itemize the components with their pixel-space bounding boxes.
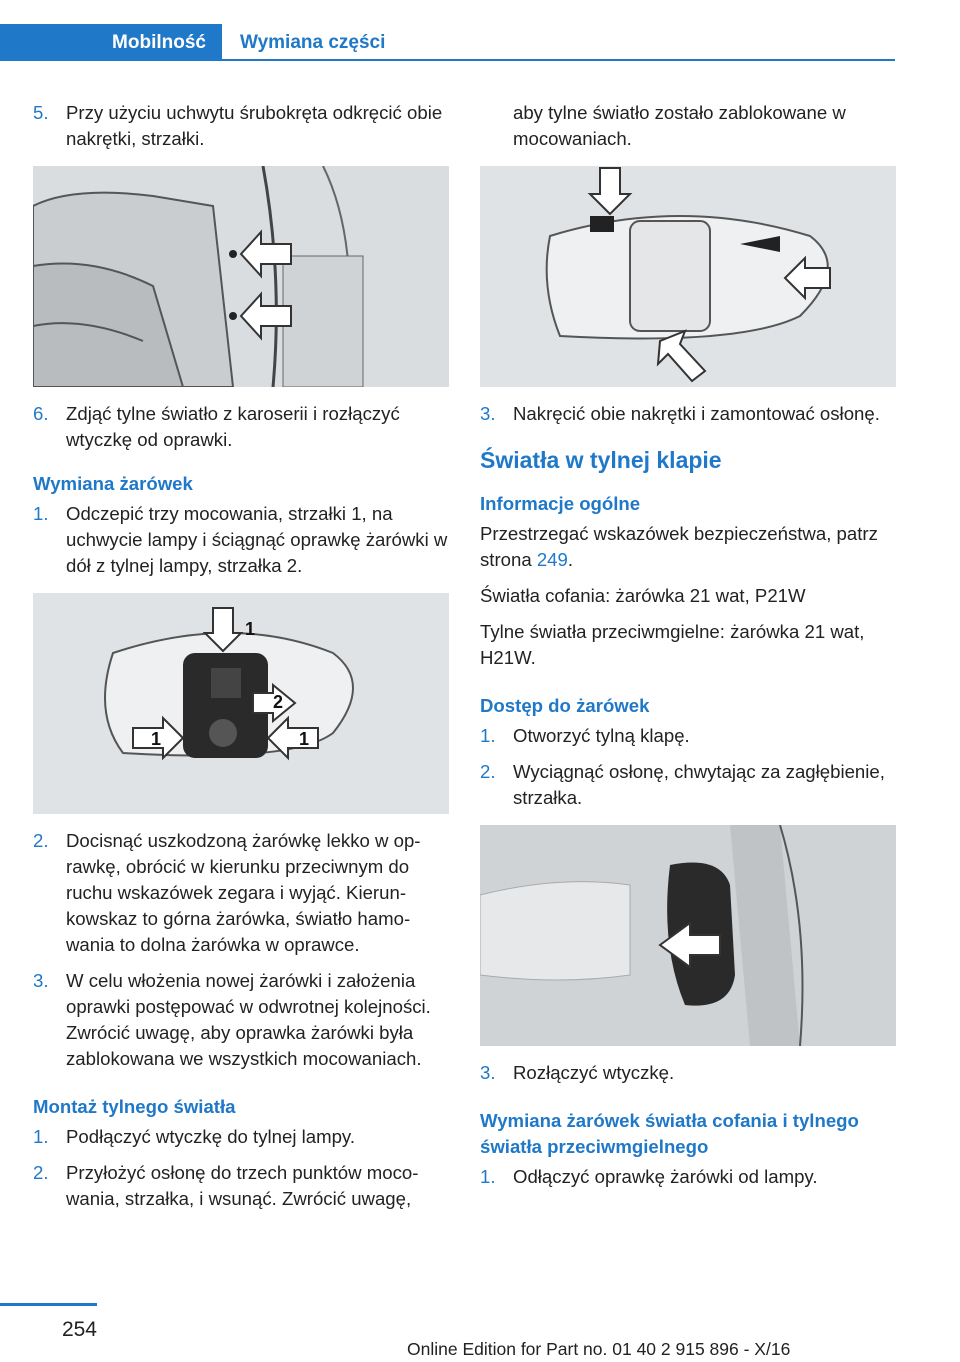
step-text: Otworzyć tylną klapę. xyxy=(513,725,690,746)
step-text: W celu włożenia nowej żarówki i założenia oprawki postępować w odwrotnej kolejności. Zwrócić uwagę, aby oprawka żarówki była zablokowana we wszystkich mocowaniach. xyxy=(66,970,431,1069)
step-number: 6. xyxy=(33,403,49,424)
page-link-249[interactable]: 249 xyxy=(536,549,568,570)
footer-edition: Online Edition for Part no. 01 40 2 915 896 - X/16 xyxy=(407,1339,791,1359)
tailgate-cover-illustration xyxy=(480,825,896,1046)
right-column xyxy=(480,100,896,1200)
mount-step-1 xyxy=(33,1124,449,1150)
tab-mobilnosc[interactable]: Mobilność xyxy=(0,24,222,61)
step-number: 1. xyxy=(33,503,49,524)
arrow-label-1-left: 1 xyxy=(151,729,162,749)
bulb-step-2 xyxy=(33,828,449,958)
step-number: 3. xyxy=(480,1062,496,1083)
subheading-general-info: Informacje ogólne xyxy=(480,493,641,514)
step-text: Przyłożyć osłonę do trzech punktów mocowania, strzałka, i wsunąć. Zwrócić uwagę, xyxy=(66,1162,419,1209)
step-5 xyxy=(33,100,449,152)
step-text: aby tylne światło zostało zablokowane w mocowaniach. xyxy=(513,102,846,149)
bulb-step-1 xyxy=(33,501,449,579)
step-number: 1. xyxy=(33,1126,49,1147)
access-step-2 xyxy=(480,759,896,811)
subheading-bulb-replacement: Wymiana żarówek xyxy=(33,473,193,494)
step-text: Odłączyć oprawkę żarówki od lampy. xyxy=(513,1166,818,1187)
step-number: 2. xyxy=(480,761,496,782)
step-number: 1. xyxy=(480,725,496,746)
header xyxy=(0,0,895,60)
mount-step-2 xyxy=(33,1160,449,1212)
step-text: Docisnąć uszkodzoną żarówkę lekko w oprawkę, obrócić w kierunku przeciwnym do ruchu wskazówek zegara i wyjąć. Kierunkowskaz to górna żarówka, światło hamowania to dolna żarówka w oprawce. xyxy=(66,830,421,955)
step-number: 1. xyxy=(480,1166,496,1187)
bulb-step-3 xyxy=(33,968,449,1072)
tab-wymiana-czesci[interactable]: Wymiana części xyxy=(240,31,386,53)
step-text: Nakręcić obie nakrętki i zamontować osłonę. xyxy=(513,403,880,424)
subheading-reverse-fog-bulbs: Wymiana żarówek światła cofania i tylnego światła przeciwmgielnego xyxy=(480,1110,859,1157)
access-step-3 xyxy=(480,1060,896,1086)
figure-tail-light-nuts xyxy=(33,166,449,387)
step-number: 2. xyxy=(33,1162,49,1183)
light-mountings-illustration xyxy=(480,166,896,387)
tail-light-nuts-illustration xyxy=(33,166,449,387)
step-6 xyxy=(33,401,449,453)
step-text: Rozłączyć wtyczkę. xyxy=(513,1062,675,1083)
step-number: 3. xyxy=(33,970,49,991)
page-number: 254 xyxy=(61,1318,97,1341)
general-info-text: Przestrzegać wskazówek bezpieczeństwa, patrz strona 249. xyxy=(480,523,878,570)
replace-step-1 xyxy=(480,1164,896,1190)
subheading-bulb-access: Dostęp do żarówek xyxy=(480,695,650,716)
continued-text xyxy=(480,100,896,152)
bulb-holder-illustration xyxy=(33,593,449,814)
fog-light-spec: Tylne światła przeciwmgielne: żarówka 21 wat, H21W. xyxy=(480,621,865,668)
header-rule xyxy=(222,59,895,61)
step-text: Przy użyciu uchwytu śrubokręta odkręcić obie nakrętki, strzałki. xyxy=(66,102,443,149)
figure-tailgate-cover xyxy=(480,825,896,1046)
arrow-label-2: 2 xyxy=(273,692,284,712)
page-number-rule xyxy=(0,1303,97,1306)
access-step-1 xyxy=(480,723,896,749)
figure-light-mountings xyxy=(480,166,896,387)
step-number: 5. xyxy=(33,102,49,123)
step-number: 3. xyxy=(480,403,496,424)
step-text: Wyciągnąć osłonę, chwytając za zagłębienie, strzałka. xyxy=(513,761,885,808)
left-column xyxy=(33,100,449,1222)
right-step-3 xyxy=(480,401,896,427)
section-heading: Światła w tylnej klapie xyxy=(480,447,722,473)
reverse-light-spec: Światła cofania: żarówka 21 wat, P21W xyxy=(480,585,806,606)
step-text: Odczepić trzy mocowania, strzałki 1, na uchwycie lampy i ściągnąć oprawkę żarówki w dół z tylnej lampy, strzałka 2. xyxy=(66,503,448,576)
step-text: Zdjąć tylne światło z karoserii i rozłączyć wtyczkę od oprawki. xyxy=(66,403,400,450)
figure-bulb-holder xyxy=(33,593,449,814)
step-text: Podłączyć wtyczkę do tylnej lampy. xyxy=(66,1126,356,1147)
subheading-mount-tail-light: Montaż tylnego światła xyxy=(33,1096,236,1117)
arrow-label-1-right: 1 xyxy=(299,729,310,749)
step-number: 2. xyxy=(33,830,49,851)
arrow-label-1-top: 1 xyxy=(245,619,256,639)
